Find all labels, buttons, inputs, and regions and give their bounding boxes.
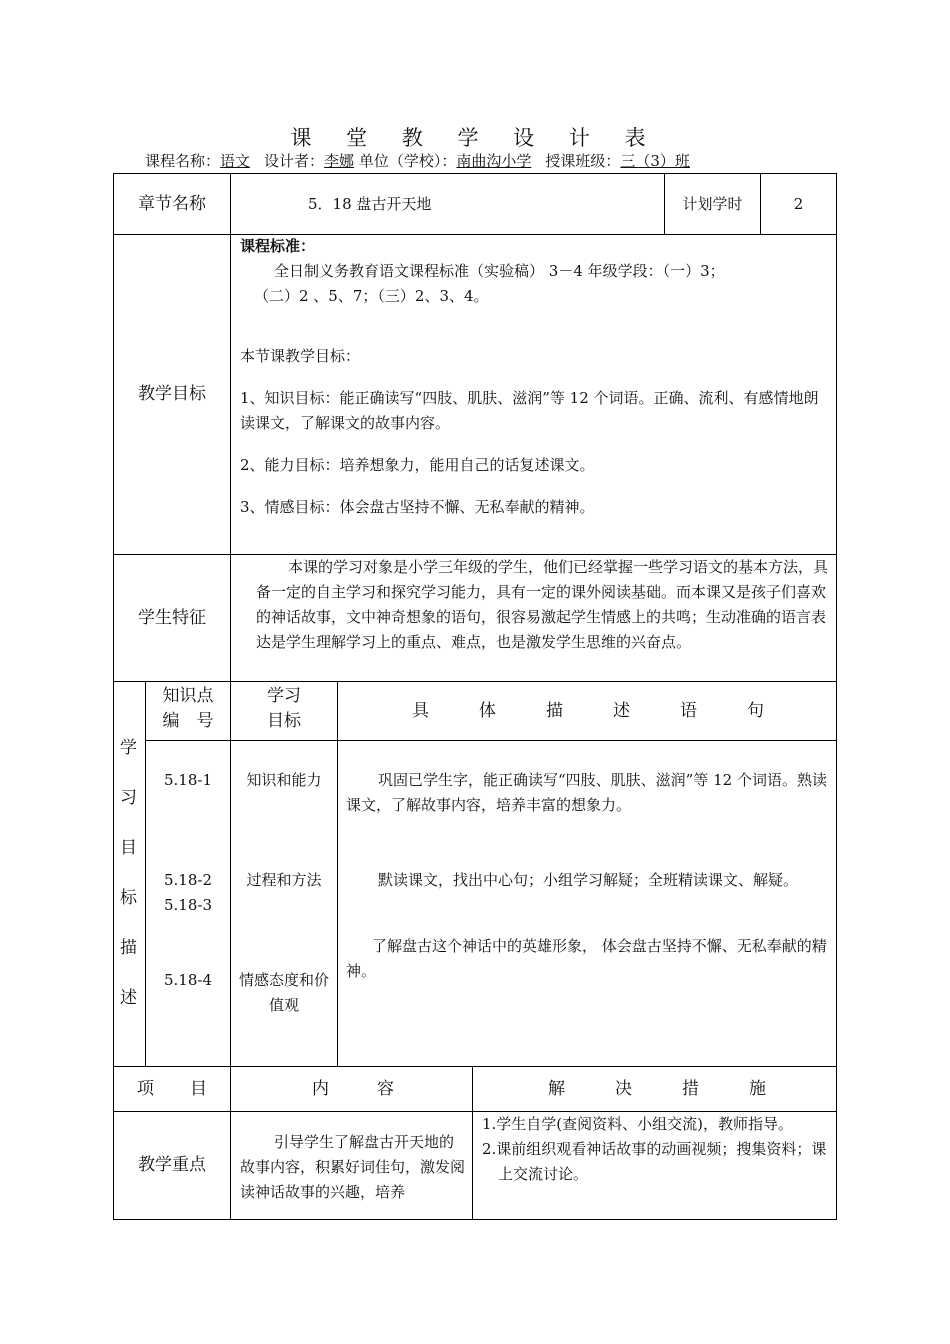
col-learning-goal: 学习 目标 [267,686,301,731]
goal-ability: 2、能力目标：培养想象力，能用自己的话复述课文。 [240,456,595,474]
objective-row-1-code: 5.18-1 [163,771,212,789]
class-label: 授课班级： [545,152,621,170]
student-features-label: 学生特征 [138,607,206,628]
goal-knowledge: 1、知识目标：能正确读写“四肢、肌肤、滋润”等 12 个词语。正确、流利、有感情地朗读课文，了解课文的故事内容。 [240,389,819,432]
lesson-goals-title: 本节课教学目标： [240,347,361,365]
col-description: 具 体 描 述 语 句 [412,701,764,721]
objectives-side-label: 学 习 目 标 描 述 [120,738,137,1008]
key-point-label: 教学重点 [138,1155,206,1175]
class-value: 三（3）班 [620,152,690,170]
course-standard-line-1: 全日制义务教育语文课程标准（实验稿） 3－4 年级学段：（一）3； [274,262,725,280]
course-meta-line [145,150,690,171]
teaching-goals-content [240,234,830,520]
student-features-text: 本课的学习对象是小学三年级的学生，他们已经掌握一些学习语文的基本方法，具备一定的自主学习和探究学习能力，具有一定的课外阅读基础。而本课又是孩子们喜欢的神话故事，文中神奇想象的语句，很容易激起学生情感上的共鸣；生动准确的语言表达是学生理解学习上的重点、难点，也是激发学生思维的兴奋点。 [256,558,829,651]
objective-row-2-goal: 过程和方法 [246,871,322,889]
objective-row-2-code: 5.18-2 5.18-3 [163,871,212,914]
measure-2: 2.课前组织观看神话故事的动画视频；搜集资料；课上交流讨论。 [482,1140,827,1183]
chapter-label: 章节名称 [138,193,206,214]
document-title: 课 堂 教 学 设 计 表 [290,126,660,150]
objective-row-3-code: 5.18-4 [163,971,212,989]
designer-value: 李娜 [324,152,355,170]
col-content: 内 容 [312,1079,394,1099]
objective-row-1-goal: 知识和能力 [246,771,322,789]
course-standard-title: 课程标准： [240,237,316,255]
objective-row-3-desc: 了解盘古这个神话中的英雄形象， 体会盘古坚持不懈、无私奉献的精神。 [346,937,827,980]
col-measures: 解 决 措 施 [548,1079,766,1099]
chapter-value: 5．18 盘古开天地 [308,195,432,213]
col-item: 项 目 [137,1079,207,1099]
col-knowledge-point: 知识点 编 号 [162,686,214,731]
course-standard-line-2: （二）2 、5、7；（三）2、3、4。 [254,287,489,305]
planned-hours-value: 2 [793,194,804,213]
objective-row-3-goal: 情感态度和价 值观 [238,971,329,1014]
goal-emotion: 3、情感目标：体会盘古坚持不懈、无私奉献的精神。 [240,498,595,516]
objective-row-1-desc: 巩固已学生字，能正确读写“四肢、肌肤、滋润”等 12 个词语。熟读课文，了解故事内容，培养丰富的想象力。 [346,771,827,814]
measure-1: 1.学生自学(查阅资料、小组交流)，教师指导。 [482,1115,794,1133]
objective-row-2-desc: 默读课文，找出中心句；小组学习解疑；全班精读课文、解疑。 [378,871,799,889]
teaching-goals-label: 教学目标 [138,384,206,404]
unit-value: 南曲沟小学 [456,152,532,170]
course-label: 课程名称： [145,152,221,170]
key-point-measures [482,1112,832,1187]
course-value: 语文 [220,152,251,170]
designer-label: 设计者： [264,152,325,170]
key-point-content: 引导学生了解盘古开天地的故事内容，积累好词佳句，激发阅读神话故事的兴趣，培养 [240,1133,466,1201]
planned-hours-label: 计划学时 [682,194,743,213]
unit-label: 单位（学校）： [358,152,457,170]
